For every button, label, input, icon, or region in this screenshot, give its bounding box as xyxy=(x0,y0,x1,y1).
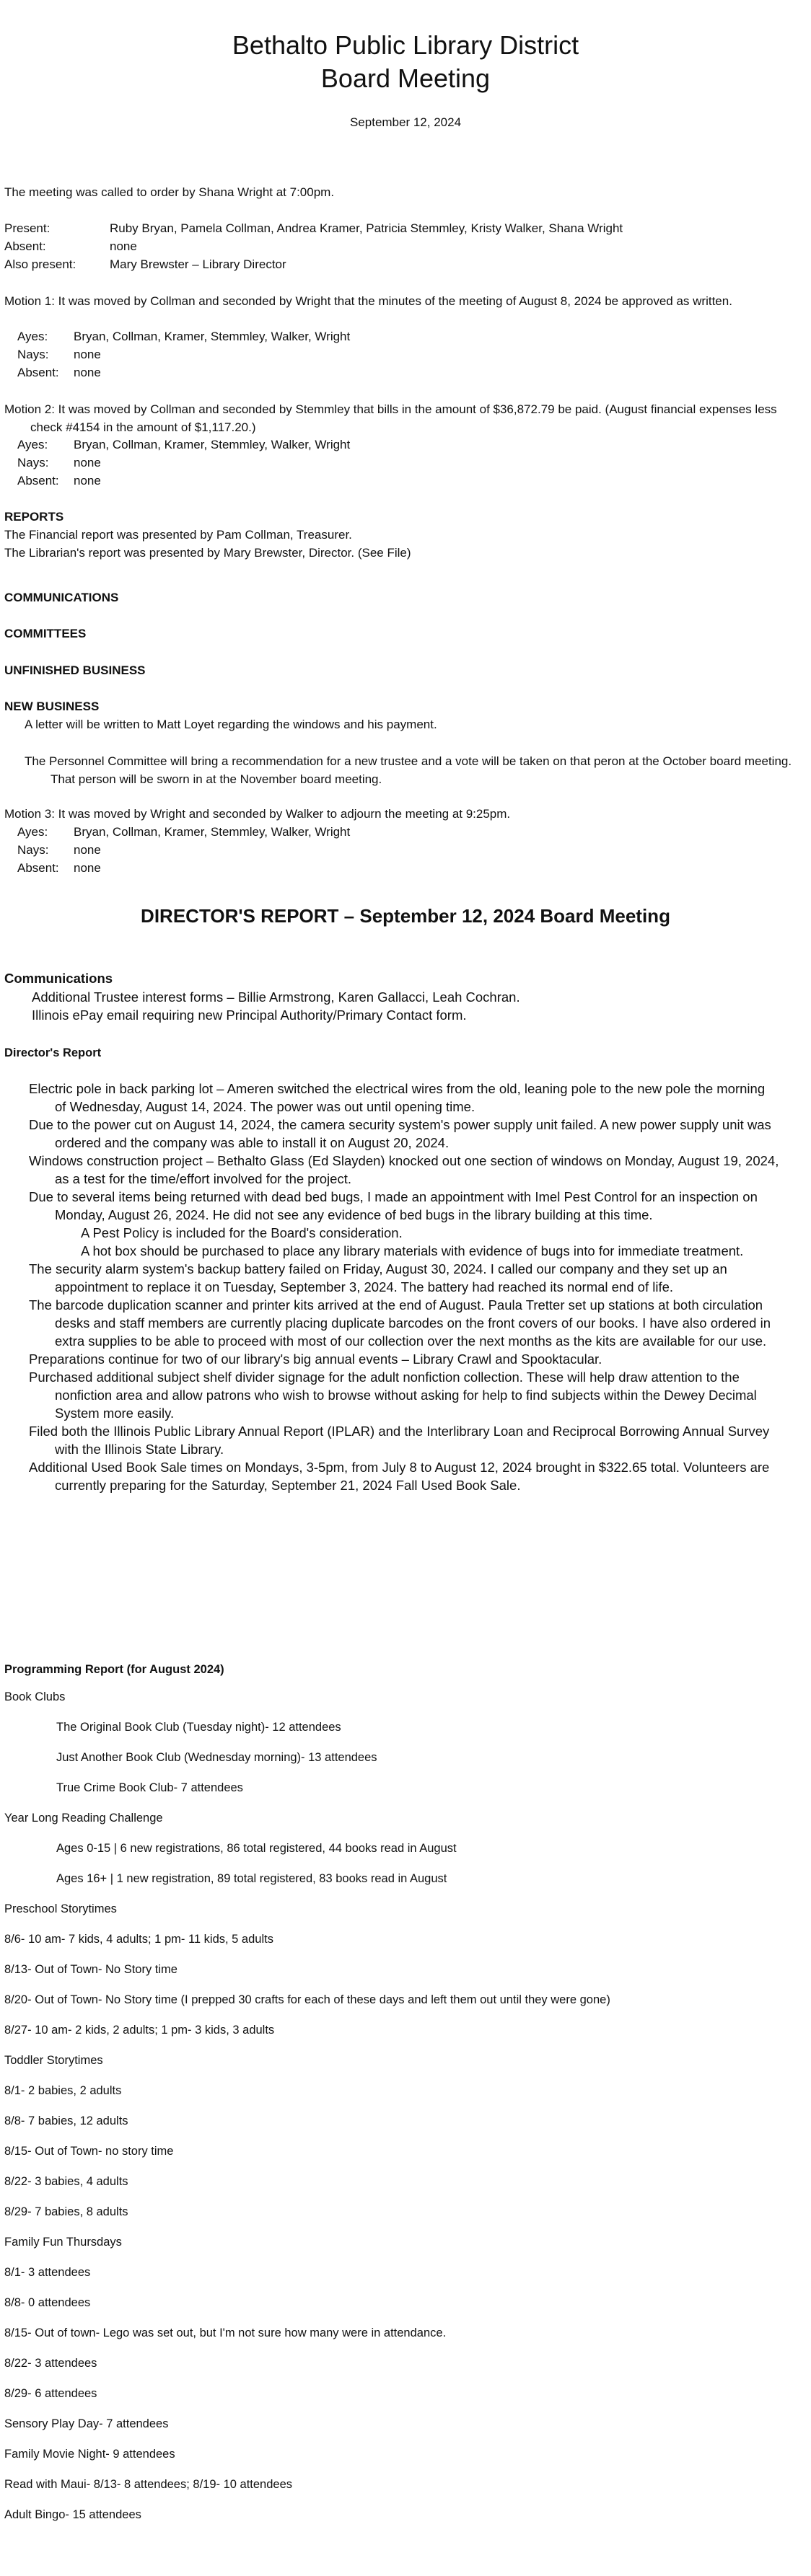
programming-line: 8/8- 0 attendees xyxy=(4,2296,91,2309)
reports-heading: REPORTS xyxy=(4,510,64,524)
programming-category: Book Clubs xyxy=(4,1690,66,1703)
committees-heading: COMMITTEES xyxy=(4,627,87,640)
programming-line: Read with Maui- 8/13- 8 attendees; 8/19- 10 attendees xyxy=(4,2478,293,2491)
attendance-value: Ruby Bryan, Pamela Collman, Andrea Kramer, Patricia Stemmley, Kristy Walker, Shana Wright xyxy=(110,221,623,235)
vote-label: Nays: xyxy=(17,348,49,361)
dr-communications-item: Illinois ePay email requiring new Principal Authority/Primary Contact form. xyxy=(32,1007,467,1023)
attendance-row xyxy=(4,256,286,273)
meeting-date: September 12, 2024 xyxy=(349,115,462,129)
report-item: Additional Used Book Sale times on Mondays, 3-5pm, from July 8 to August 12, 2024 brought in $322.65 total. Volunteers are currently preparing for the Saturday, September 21, 2024 Fall Used Book Sale. xyxy=(29,1460,770,1493)
vote-label: Absent: xyxy=(17,366,59,379)
programming-line: 8/6- 10 am- 7 kids, 4 adults; 1 pm- 11 kids, 5 adults xyxy=(4,1933,273,1946)
programming-line: 8/29- 7 babies, 8 adults xyxy=(4,2205,128,2218)
programming-line: 8/22- 3 babies, 4 adults xyxy=(4,2175,128,2188)
vote-value: none xyxy=(74,861,101,875)
report-item: Purchased additional subject shelf divider signage for the adult nonfiction collection. These will help draw attention to the nonfiction area and allow patrons who wish to browse without asking for help to find subjects within the Dewey Decimal System more easily. xyxy=(29,1369,757,1421)
motion-3-text: Motion 3: It was moved by Wright and seconded by Walker to adjourn the meeting at 9:25pm. xyxy=(4,807,511,821)
report-item: Due to the power cut on August 14, 2024, the camera security system's power supply unit failed. A new power supply unit was ordered and the company was able to install it on August 20, 2024. xyxy=(29,1117,771,1150)
vote-label: Ayes: xyxy=(17,330,48,343)
vote-label: Ayes: xyxy=(17,825,48,839)
vote-value: none xyxy=(74,474,101,488)
directors-report-title: DIRECTOR'S REPORT – September 12, 2024 Board Meeting xyxy=(141,905,670,927)
vote-row xyxy=(17,454,101,472)
new-business-item: The Personnel Committee will bring a recommendation for a new trustee and a vote will be taken on that peron at the October board meeting. That person will be sworn in at the November board meeting. xyxy=(25,754,792,786)
report-item: Due to several items being returned with dead bed bugs, I made an appointment with Imel Pest Control for an inspection on Monday, August 26, 2024. He did not see any evidence of bed bugs in the library building at this time. xyxy=(29,1189,758,1222)
programming-line: Ages 16+ | 1 new registration, 89 total registered, 83 books read in August xyxy=(56,1872,447,1885)
programming-line: 8/27- 10 am- 2 kids, 2 adults; 1 pm- 3 kids, 3 adults xyxy=(4,2024,275,2037)
programming-line: Ages 0-15 | 6 new registrations, 86 total registered, 44 books read in August xyxy=(56,1842,457,1855)
attendance-label: Present: xyxy=(4,221,51,235)
report-subitem: A Pest Policy is included for the Board's consideration. xyxy=(81,1225,403,1240)
vote-label: Nays: xyxy=(17,843,49,857)
vote-value: Bryan, Collman, Kramer, Stemmley, Walker, Wright xyxy=(74,825,351,839)
attendance-label: Also present: xyxy=(4,257,76,271)
programming-line: True Crime Book Club- 7 attendees xyxy=(56,1781,243,1794)
unfinished-business-heading: UNFINISHED BUSINESS xyxy=(4,663,146,677)
vote-value: none xyxy=(74,843,101,857)
vote-value: Bryan, Collman, Kramer, Stemmley, Walker, Wright xyxy=(74,330,351,343)
vote-row xyxy=(17,436,350,454)
vote-value: none xyxy=(74,456,101,469)
report-subitem: A hot box should be purchased to place any library materials with evidence of bugs into for immediate treatment. xyxy=(81,1243,744,1258)
programming-line: 8/29- 6 attendees xyxy=(4,2387,97,2400)
programming-line: Just Another Book Club (Wednesday morning)- 13 attendees xyxy=(56,1751,377,1764)
vote-row xyxy=(17,842,101,859)
vote-row xyxy=(17,472,101,490)
programming-line: Sensory Play Day- 7 attendees xyxy=(4,2417,169,2430)
programming-line: 8/15- Out of town- Lego was set out, but I'm not sure how many were in attendance. xyxy=(4,2326,447,2339)
programming-line: 8/1- 3 attendees xyxy=(4,2266,91,2279)
directors-report-list xyxy=(29,1080,779,1494)
vote-value: none xyxy=(74,348,101,361)
attendance-value: Mary Brewster – Library Director xyxy=(110,257,286,271)
vote-label: Absent: xyxy=(17,474,59,488)
report-item: Windows construction project – Bethalto Glass (Ed Slayden) knocked out one section of windows on Monday, August 19, 2024, as a test for the time/effort involved for the project. xyxy=(29,1153,779,1186)
report-item: Preparations continue for two of our library's big annual events – Library Crawl and Spooktacular. xyxy=(29,1351,602,1367)
vote-row xyxy=(17,824,350,841)
report-item: Filed both the Illinois Public Library Annual Report (IPLAR) and the Interlibrary Loan and Reciprocal Borrowing Annual Survey with the Illinois State Library. xyxy=(29,1424,770,1457)
dr-directors-heading: Director's Report xyxy=(4,1046,102,1059)
attendance-value: none xyxy=(110,239,137,253)
report-item: Electric pole in back parking lot – Ameren switched the electrical wires from the old, leaning pole to the new pole the morning of Wednesday, August 14, 2024. The power was out until opening time. xyxy=(29,1081,766,1114)
motion-1-text: Motion 1: It was moved by Collman and seconded by Wright that the minutes of the meeting of August 8, 2024 be approved as written. xyxy=(4,294,732,308)
vote-value: none xyxy=(74,366,101,379)
dr-communications-item: Additional Trustee interest forms – Billie Armstrong, Karen Gallacci, Leah Cochran. xyxy=(32,989,520,1005)
vote-label: Ayes: xyxy=(17,438,48,451)
new-business-heading: NEW BUSINESS xyxy=(4,700,100,713)
vote-row xyxy=(17,364,101,381)
motion-2-text: Motion 2: It was moved by Collman and seconded by Stemmley that bills in the amount of $36,872.79 be paid. (August financial expenses less check #4154 in the amount of $1,117.20.) xyxy=(4,402,777,434)
attendance-row xyxy=(4,220,623,237)
vote-row xyxy=(17,346,101,363)
programming-category: Toddler Storytimes xyxy=(4,2054,103,2067)
report-line: The Librarian's report was presented by Mary Brewster, Director. (See File) xyxy=(4,546,411,560)
report-item: The barcode duplication scanner and printer kits arrived at the end of August. Paula Tretter set up stations at both circulation desks and staff members are currently placing duplicate barcodes on the front covers of our books. I have also ordered in extra supplies to be able to proceed with most of our collection over the next months as the kits are available for our use. xyxy=(29,1297,771,1349)
vote-row xyxy=(17,328,350,345)
call-to-order: The meeting was called to order by Shana Wright at 7:00pm. xyxy=(4,185,335,199)
vote-label: Nays: xyxy=(17,456,49,469)
document-subtitle: Board Meeting xyxy=(320,63,491,93)
dr-communications-heading: Communications xyxy=(4,971,113,986)
new-business-item: A letter will be written to Matt Loyet regarding the windows and his payment. xyxy=(25,718,437,731)
report-line: The Financial report was presented by Pam Collman, Treasurer. xyxy=(4,528,352,542)
communications-heading: COMMUNICATIONS xyxy=(4,591,119,604)
programming-line: 8/13- Out of Town- No Story time xyxy=(4,1963,177,1976)
programming-category: Preschool Storytimes xyxy=(4,1902,117,1915)
programming-line: 8/8- 7 babies, 12 adults xyxy=(4,2114,128,2127)
programming-line: Family Movie Night- 9 attendees xyxy=(4,2448,175,2461)
programming-category: Year Long Reading Challenge xyxy=(4,1812,163,1825)
document-title: Bethalto Public Library District xyxy=(232,30,579,60)
programming-line: The Original Book Club (Tuesday night)- 12 attendees xyxy=(56,1721,341,1734)
vote-value: Bryan, Collman, Kramer, Stemmley, Walker, Wright xyxy=(74,438,351,451)
attendance-label: Absent: xyxy=(4,239,46,253)
programming-line: 8/1- 2 babies, 2 adults xyxy=(4,2084,122,2097)
programming-category: Family Fun Thursdays xyxy=(4,2236,122,2249)
programming-line: 8/15- Out of Town- no story time xyxy=(4,2145,174,2158)
attendance-row xyxy=(4,238,137,255)
programming-line: 8/20- Out of Town- No Story time (I prepped 30 crafts for each of these days and left them out until they were gone) xyxy=(4,1993,610,2006)
programming-heading: Programming Report (for August 2024) xyxy=(4,1663,224,1676)
report-item: The security alarm system's backup battery failed on Friday, August 30, 2024. I called our company and they set up an appointment to replace it on Tuesday, September 3, 2024. The battery had reached its normal end of life. xyxy=(29,1261,727,1294)
programming-line: Adult Bingo- 15 attendees xyxy=(4,2508,141,2521)
vote-label: Absent: xyxy=(17,861,59,875)
vote-row xyxy=(17,860,101,877)
programming-line: 8/22- 3 attendees xyxy=(4,2357,97,2370)
